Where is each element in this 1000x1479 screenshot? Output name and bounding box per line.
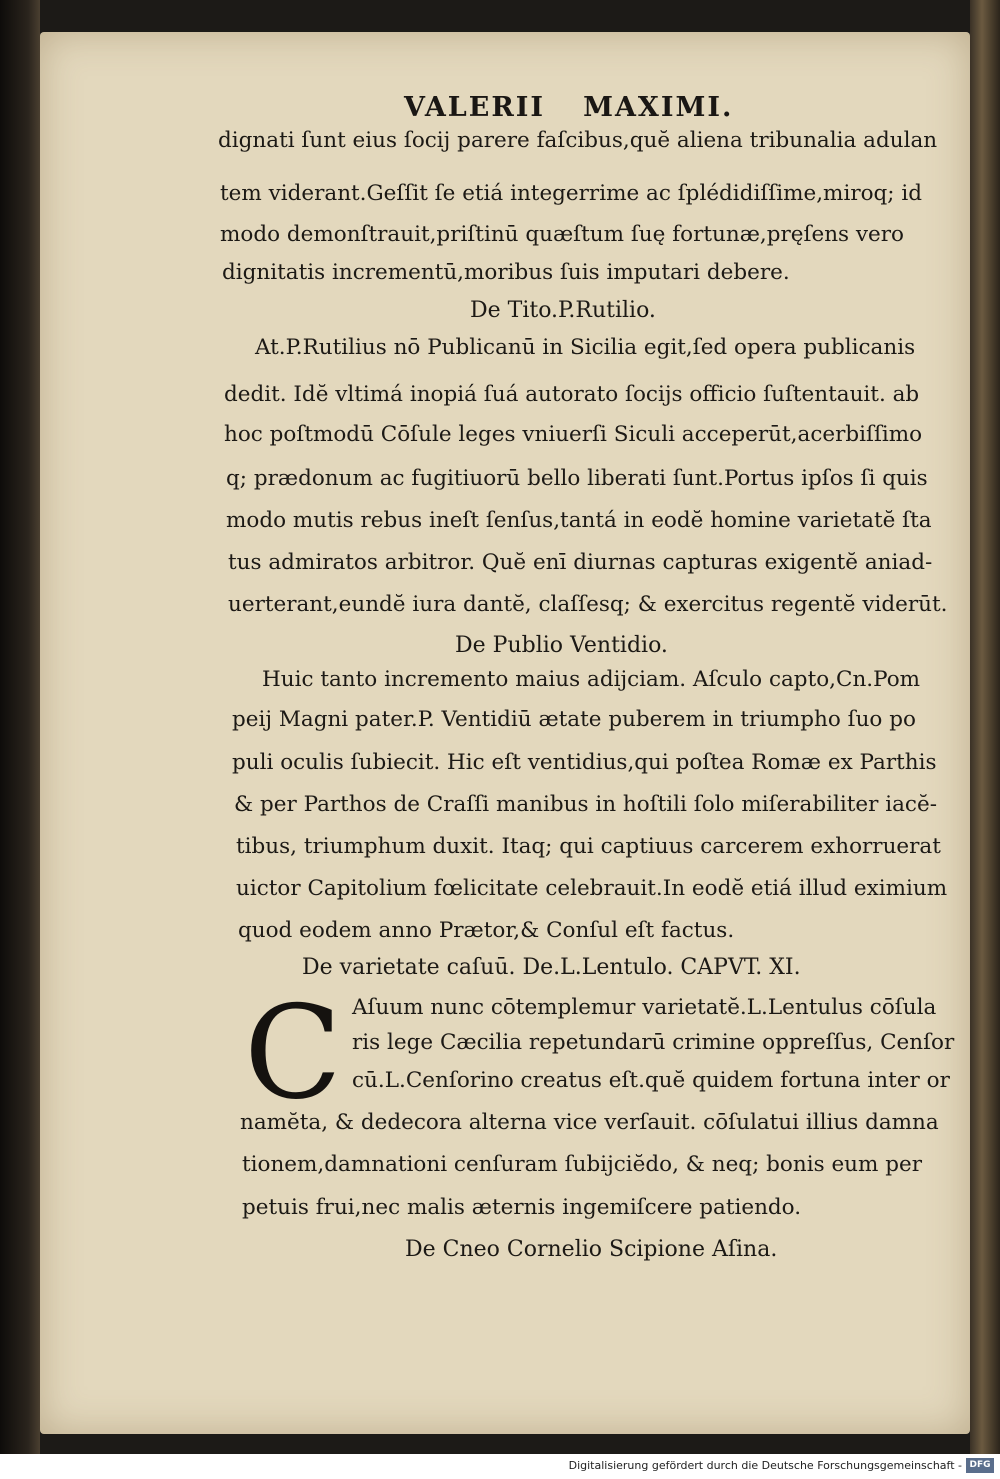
text-line: hoc poſtmodū Cōſule leges vniuerſi Siculi acceperūt,acerbiſſimo (224, 422, 923, 447)
page-edge (970, 0, 1000, 1479)
text-line: uerterant,eundĕ iura dantĕ, claſſesq; & exercitus regentĕ viderūt. (228, 592, 948, 617)
text-line: tionem,damnationi cenſuram ſubijciĕdo, & neq; bonis eum per (242, 1152, 923, 1177)
running-head-word1: VALERII (404, 92, 546, 123)
text-line: puli oculis ſubiecit. Hic eſt ventidius,qui poſtea Romæ ex Parthis (232, 750, 937, 775)
text-line: peij Magni pater.P. Ventidiū ætate puberem in triumpho ſuo po (232, 707, 916, 732)
text-line: cū.L.Cenſorino creatus eſt.quĕ quidem fortuna inter or (352, 1068, 950, 1093)
running-head (404, 92, 733, 123)
text-line: dignati ſunt eius ſocij parere faſcibus,quĕ aliena tribunalia adulan (218, 128, 938, 153)
section-heading: De Publio Ventidio. (455, 633, 668, 658)
chapter-heading: De varietate caſuū. De.L.Lentulo. CAPVT. XI. (302, 955, 801, 980)
text-line: modo mutis rebus ineſt ſenſus,tantá in eodĕ homine varietatĕ ſta (226, 508, 932, 533)
text-line: modo demonſtrauit,priſtinū quæſtum ſuę fortunæ,pręſens vero (220, 222, 905, 247)
text-line: tibus, triumphum duxit. Itaq; qui captiuus carcerem exhorruerat (236, 834, 941, 859)
text-line: Huic tanto incremento maius adijciam. Aſculo capto,Cn.Pom (262, 667, 921, 692)
dfg-logo[interactable]: DFG (966, 1458, 994, 1473)
funding-credit: Digitalisierung gefördert durch die Deutsche Forschungsgemeinschaft - (568, 1459, 962, 1472)
text-line: & per Parthos de Craſſi manibus in hoſtili ſolo miſerabiliter iacĕ- (234, 792, 937, 817)
text-line: uictor Capitolium fœlicitate celebrauit.In eodĕ etiá illud eximium (236, 876, 948, 901)
book-binding (0, 0, 40, 1479)
section-heading: De Tito.P.Rutilio. (470, 298, 656, 323)
text-line: dignitatis incrementū,moribus ſuis imputari debere. (222, 260, 790, 285)
text-line: ris lege Cæcilia repetundarū crimine oppreſſus, Cenſor (352, 1030, 955, 1055)
footer-bar (0, 1454, 1000, 1479)
drop-cap: C (244, 979, 342, 1128)
text-line: tus admiratos arbitror. Quĕ enī diurnas capturas exigentĕ aniad- (228, 550, 933, 575)
text-line: petuis frui,nec malis æternis ingemiſcere patiendo. (242, 1195, 802, 1220)
text-line: tem viderant.Geſſit ſe etiá integerrime ac ſplédidiſſime,miroq; id (220, 181, 923, 206)
running-head-word2: MAXIMI. (583, 92, 734, 123)
text-line: At.P.Rutilius nō Publicanū in Sicilia egit,ſed opera publicanis (255, 335, 916, 360)
text-line: dedit. Idĕ vltimá inopiá ſuá autorato ſocijs officio ſuſtentauit. ab (224, 382, 920, 407)
text-line: Aſuum nunc cōtemplemur varietatĕ.L.Lentulus cōſula (352, 995, 937, 1020)
text-line: quod eodem anno Prætor,& Conſul eſt factus. (238, 918, 735, 943)
text-line: namĕta, & dedecora alterna vice verſauit. cōſulatui illius damna (240, 1110, 939, 1135)
text-line: q; prædonum ac fugitiuorū bello liberati ſunt.Portus ipſos ſi quis (226, 466, 928, 491)
section-heading: De Cneo Cornelio Scipione Aſina. (405, 1237, 778, 1262)
